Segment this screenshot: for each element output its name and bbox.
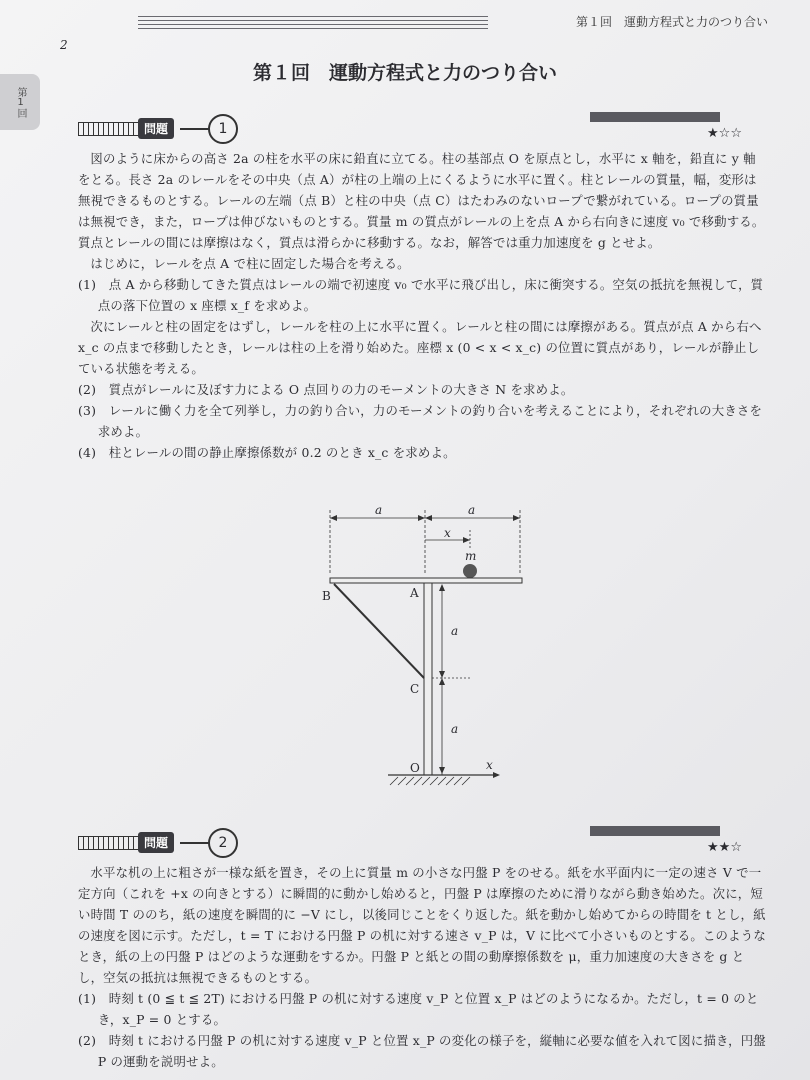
problem-label: 問題 — [138, 118, 174, 139]
question-2: (2) 質点がレールに及ぼす力による O 点回りの力のモーメントの大きさ N を求めよ。 — [78, 382, 574, 397]
problem-1-intro: 図のように床からの高さ 2a の柱を水平の床に鉛直に立てる。柱の基部点 O を原点とし，水平に x 軸を，鉛直に y 軸をとる。長さ 2a のレールをその中央（点 A）が柱の上端の上にくるように水平に置く。柱とレールの質量，幅，変形は無視できるものとする。レールの左端（点 B）と柱の中央（点 C）はたわみのないロープで繋がれている。ロープの質量は無視でき，また，ロープは伸びないものとする。質量 m の質点がレールの上を点 A から右向きに速度 v₀ で移動する。質点とレールの間には摩擦はなく，質点は滑らかに移動する。なお，解答では重力加速度を g とせよ。 — [78, 151, 765, 250]
dimension-a-right: a — [468, 503, 476, 517]
problem-number: 1 — [208, 114, 238, 144]
problem-1-setup: はじめに，レールを点 A で柱に固定した場合を考える。 — [90, 256, 410, 271]
problem-1-mid: 次にレールと柱の固定をはずし，レールを柱の上に水平に置く。レールと柱の間には摩擦がある。質点が点 A から右へ x_c の点まで移動したとき，レールは柱の上を滑り始めた。座標 x (0 < x < x_c) の位置に質点があり，レールが静止している状態を考える。 — [78, 319, 762, 376]
x-axis-label: x — [486, 758, 493, 772]
floor-hatching — [390, 777, 470, 785]
running-title: 第１回 運動方程式と力のつり合い — [576, 15, 769, 29]
question-4: (4) 柱とレールの間の静止摩擦係数が 0.2 のとき x_c を求めよ。 — [78, 445, 456, 460]
pillar — [424, 583, 432, 775]
spring-icon — [78, 836, 138, 850]
problem-2-body — [78, 862, 768, 1072]
question-3: (3) レールに働く力を全て列挙し，力の釣り合い，力のモーメントの釣り合いを考えることにより，それぞれの大きさを求めよ。 — [78, 403, 763, 439]
dimension-a-upper: a — [451, 624, 459, 638]
point-C: C — [410, 682, 420, 696]
point-O: O — [410, 761, 420, 775]
mass-point — [463, 564, 477, 578]
problem-1-body — [78, 148, 768, 463]
header-decoration — [138, 14, 488, 38]
rail — [330, 578, 522, 583]
header-bar — [590, 826, 720, 836]
point-A: A — [410, 586, 419, 600]
problem-1-header — [70, 112, 750, 146]
problem-2-header — [70, 826, 750, 860]
header-bar — [590, 112, 720, 122]
chapter-side-tab: 第1回 — [0, 74, 40, 130]
dimension-x: x — [444, 526, 451, 540]
difficulty-stars: ★☆☆ — [707, 126, 742, 141]
problem-2-question-1: (1) 時刻 t (0 ≦ t ≦ 2T) における円盤 P の机に対する速度 v_P と位置 x_P はどのようになるか。ただし，t = 0 のとき，x_P = 0 とする。 — [78, 991, 759, 1027]
problem-number: 2 — [208, 828, 238, 858]
difficulty-stars: ★★☆ — [707, 840, 742, 855]
spring-icon — [78, 122, 138, 136]
rail-pillar-diagram — [320, 500, 530, 800]
page-number: 2 — [60, 38, 68, 52]
problem-label: 問題 — [138, 832, 174, 853]
dimension-a-lower: a — [451, 722, 459, 736]
chapter-title: 第１回 運動方程式と力のつり合い — [252, 62, 557, 84]
point-B: B — [322, 589, 331, 603]
dimension-a-left: a — [375, 503, 383, 517]
problem-2-question-2: (2) 時刻 t における円盤 P の机に対する速度 v_P と位置 x_P の変化の様子を，縦軸に必要な値を入れて図に描き，円盤 P の運動を説明せよ。 — [78, 1033, 766, 1069]
mass-label: m — [465, 549, 477, 563]
problem-2-intro: 水平な机の上に粗さが一様な紙を置き，その上に質量 m の小さな円盤 P をのせる。紙を水平面内に一定の速さ V で一定方向（これを +x の向きとする）に瞬間的に動かし始めると，円盤 P は摩擦のために滑りながら動き始めた。次に，短い時間 T ののち，紙の速度を瞬間的に −V にし，以後同じことをくり返した。紙を動かし始めてからの時間を t とし，紙の速度を図に示す。ただし，t = T における円盤 P の机に対する速さ v_P は，V に比べて小さいものとする。このようなとき，紙の上の円盤 P はどのような運動をするか。円盤 P と紙との間の動摩擦係数を μ，重力加速度の大きさを g とし，空気の抵抗は無視できるものとする。 — [78, 865, 766, 985]
question-1: (1) 点 A から移動してきた質点はレールの端で初速度 v₀ で水平に飛び出し，床に衝突する。空気の抵抗を無視して，質点の落下位置の x 座標 x_f を求めよ。 — [78, 277, 764, 313]
